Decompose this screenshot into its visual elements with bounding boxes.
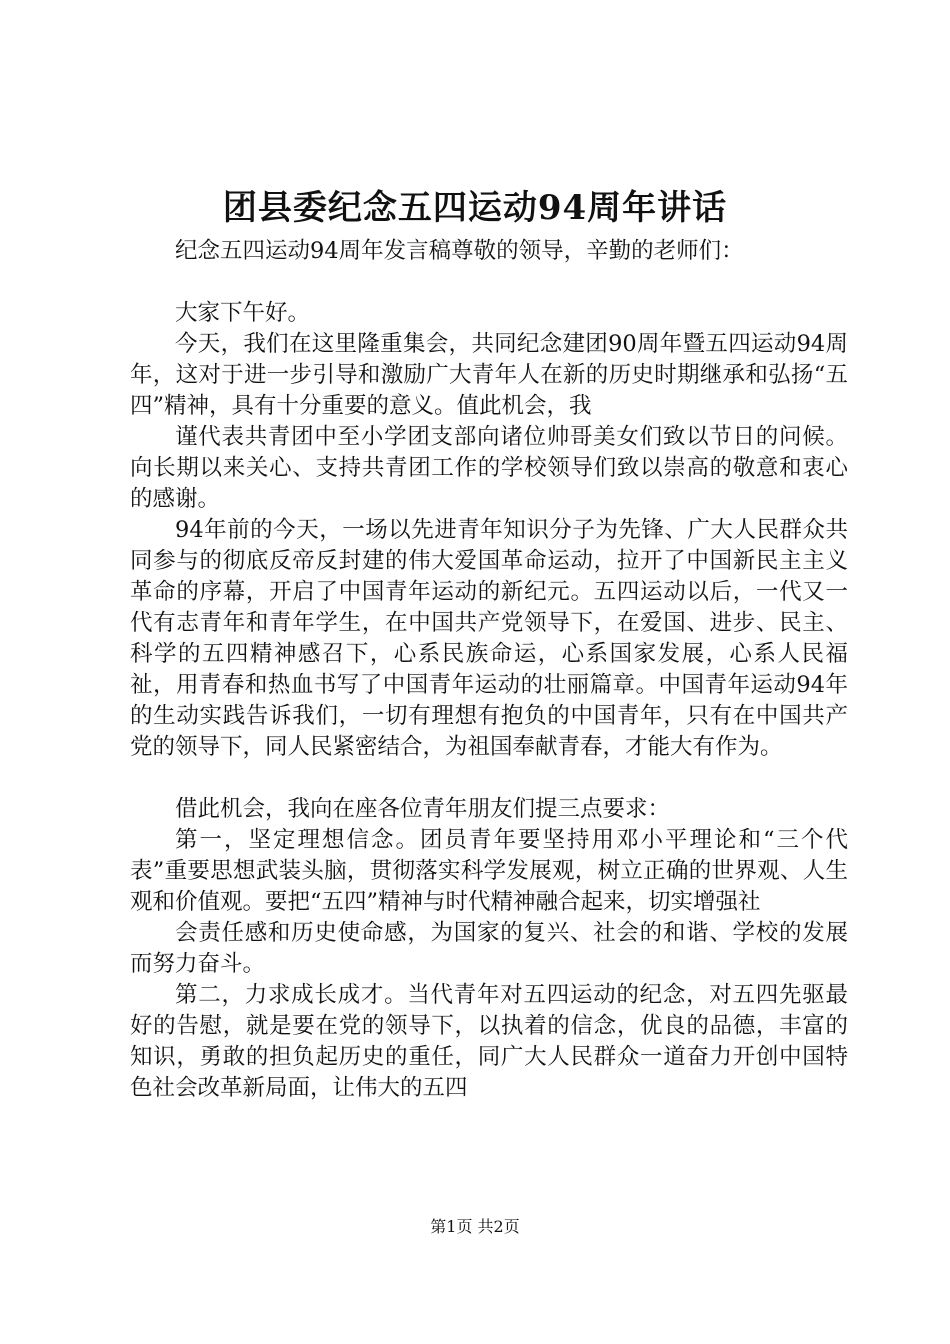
- page-number-footer: 第1页 共2页: [430, 1217, 520, 1236]
- paragraph-spacer: [130, 267, 848, 298]
- paragraph-intro: 今天，我们在这里隆重集会，共同纪念建团90周年暨五四运动94周年，这对于进一步引导和激励广大青年人在新的历史时期继承和弘扬“五四”精神，具有十分重要的意义。值此机会，我: [130, 331, 848, 419]
- document-title: 团县委纪念五四运动94周年讲话: [222, 188, 728, 228]
- document-body: [130, 236, 848, 1104]
- paragraph-spacer: [130, 763, 848, 794]
- paragraph-point-one-continued: 会责任感和历史使命感，为国家的复兴、社会的和谐、学校的发展而努力奋斗。: [130, 920, 848, 977]
- paragraph-requirements-intro: 借此机会，我向在座各位青年朋友们提三点要求：: [175, 796, 671, 822]
- paragraph-point-two: 第二，力求成长成才。当代青年对五四运动的纪念，对五四先驱最好的告慰，就是要在党的领导下，以执着的信念，优良的品德，丰富的知识，勇敢的担负起历史的重任，同广大人民群众一道奋力开创中国特色社会改革新局面，让伟大的五四: [130, 982, 848, 1101]
- paragraph-greeting: 纪念五四运动94周年发言稿尊敬的领导，辛勤的老师们：: [175, 238, 744, 264]
- paragraph-point-one: 第一，坚定理想信念。团员青年要坚持用邓小平理论和“三个代表”重要思想武装头脑，贯彻落实科学发展观，树立正确的世界观、人生观和价值观。要把“五四”精神与时代精神融合起来，切实增强社: [130, 827, 848, 915]
- paragraph-history: 94年前的今天，一场以先进青年知识分子为先锋、广大人民群众共同参与的彻底反帝反封建的伟大爱国革命运动，拉开了中国新民主主义革命的序幕，开启了中国青年运动的新纪元。五四运动以后，一代又一代有志青年和青年学生，在中国共产党领导下，在爱国、进步、民主、科学的五四精神感召下，心系民族命运，心系国家发展，心系人民福祉，用青春和热血书写了中国青年运动的壮丽篇章。中国青年运动94年的生动实践告诉我们，一切有理想有抱负的中国青年，只有在中国共产党的领导下，同人民紧密结合，为祖国奉献青春，才能大有作为。: [130, 517, 848, 760]
- paragraph-salutation: 大家下午好。: [175, 300, 311, 326]
- paragraph-thanks: 谨代表共青团中至小学团支部向诸位帅哥美女们致以节日的问候。向长期以来关心、支持共青团工作的学校领导们致以崇高的敬意和衷心的感谢。: [130, 424, 848, 512]
